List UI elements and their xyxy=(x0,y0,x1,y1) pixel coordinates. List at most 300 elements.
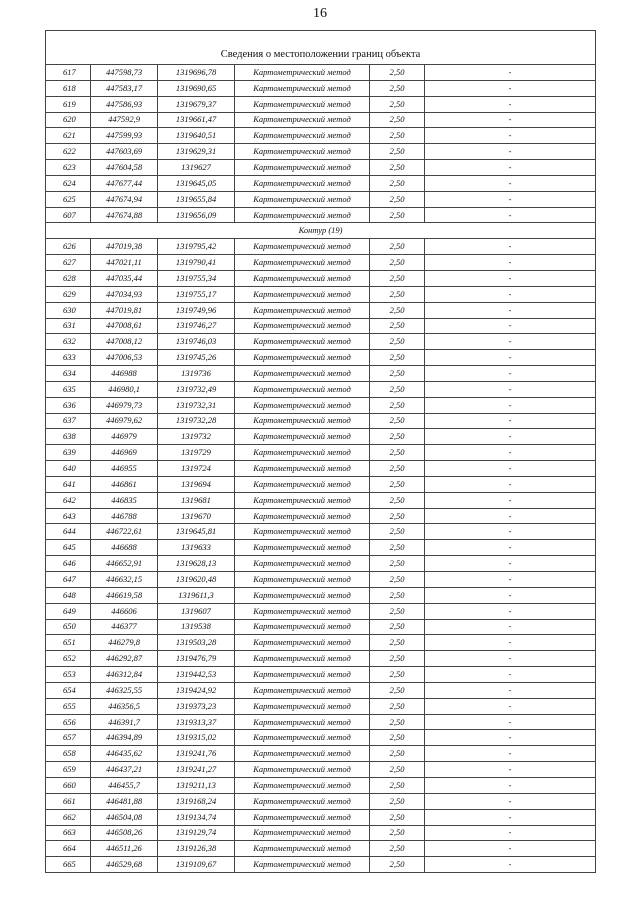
table-row xyxy=(46,350,596,366)
table-row xyxy=(46,809,596,825)
point-number: 649 xyxy=(46,603,91,619)
coord-x: 446980,1 xyxy=(91,381,158,397)
accuracy-cell: 2,50 xyxy=(370,255,425,271)
coord-y: 1319755,17 xyxy=(158,286,235,302)
method-cell: Картометрический метод xyxy=(235,667,370,683)
coord-x: 446606 xyxy=(91,603,158,619)
description-cell: - xyxy=(425,350,596,366)
accuracy-cell: 2,50 xyxy=(370,334,425,350)
description-cell: - xyxy=(425,381,596,397)
table-row xyxy=(46,762,596,778)
accuracy-cell: 2,50 xyxy=(370,777,425,793)
method-cell: Картометрический метод xyxy=(235,239,370,255)
coord-x: 446955 xyxy=(91,461,158,477)
coord-y: 1319679,37 xyxy=(158,96,235,112)
description-cell: - xyxy=(425,255,596,271)
coord-x: 447599,93 xyxy=(91,128,158,144)
description-cell: - xyxy=(425,841,596,857)
table-row xyxy=(46,635,596,651)
accuracy-cell: 2,50 xyxy=(370,207,425,223)
accuracy-cell: 2,50 xyxy=(370,730,425,746)
table-row xyxy=(46,540,596,556)
coord-x: 446988 xyxy=(91,366,158,382)
table-row xyxy=(46,476,596,492)
accuracy-cell: 2,50 xyxy=(370,651,425,667)
coord-y: 1319745,26 xyxy=(158,350,235,366)
coord-y: 1319538 xyxy=(158,619,235,635)
coord-y: 1319732,49 xyxy=(158,381,235,397)
description-cell: - xyxy=(425,461,596,477)
table-row xyxy=(46,270,596,286)
coord-x: 446394,89 xyxy=(91,730,158,746)
method-cell: Картометрический метод xyxy=(235,80,370,96)
coord-x: 447674,88 xyxy=(91,207,158,223)
description-cell: - xyxy=(425,239,596,255)
description-cell: - xyxy=(425,445,596,461)
method-cell: Картометрический метод xyxy=(235,112,370,128)
point-number: 634 xyxy=(46,366,91,382)
method-cell: Картометрический метод xyxy=(235,381,370,397)
point-number: 618 xyxy=(46,80,91,96)
coord-x: 446504,08 xyxy=(91,809,158,825)
method-cell: Картометрический метод xyxy=(235,857,370,873)
description-cell: - xyxy=(425,524,596,540)
accuracy-cell: 2,50 xyxy=(370,667,425,683)
point-number: 647 xyxy=(46,572,91,588)
method-cell: Картометрический метод xyxy=(235,191,370,207)
description-cell: - xyxy=(425,366,596,382)
point-number: 650 xyxy=(46,619,91,635)
description-cell: - xyxy=(425,572,596,588)
table-row xyxy=(46,413,596,429)
coord-y: 1319749,96 xyxy=(158,302,235,318)
coord-x: 446437,21 xyxy=(91,762,158,778)
coord-x: 446511,26 xyxy=(91,841,158,857)
method-cell: Картометрический метод xyxy=(235,524,370,540)
description-cell: - xyxy=(425,825,596,841)
method-cell: Картометрический метод xyxy=(235,96,370,112)
coord-y: 1319681 xyxy=(158,492,235,508)
method-cell: Картометрический метод xyxy=(235,350,370,366)
table-row xyxy=(46,429,596,445)
method-cell: Картометрический метод xyxy=(235,762,370,778)
method-cell: Картометрический метод xyxy=(235,777,370,793)
coord-x: 446292,87 xyxy=(91,651,158,667)
coord-y: 1319134,74 xyxy=(158,809,235,825)
method-cell: Картометрический метод xyxy=(235,286,370,302)
contour-row xyxy=(46,223,596,239)
accuracy-cell: 2,50 xyxy=(370,857,425,873)
method-cell: Картометрический метод xyxy=(235,619,370,635)
table-row xyxy=(46,777,596,793)
method-cell: Картометрический метод xyxy=(235,492,370,508)
description-cell: - xyxy=(425,476,596,492)
method-cell: Картометрический метод xyxy=(235,793,370,809)
method-cell: Картометрический метод xyxy=(235,508,370,524)
coord-y: 1319655,84 xyxy=(158,191,235,207)
coord-y: 1319732 xyxy=(158,429,235,445)
accuracy-cell: 2,50 xyxy=(370,80,425,96)
description-cell: - xyxy=(425,429,596,445)
coord-x: 446481,88 xyxy=(91,793,158,809)
point-number: 665 xyxy=(46,857,91,873)
table-row xyxy=(46,556,596,572)
coord-x: 447021,11 xyxy=(91,255,158,271)
table-row xyxy=(46,698,596,714)
accuracy-cell: 2,50 xyxy=(370,191,425,207)
point-number: 659 xyxy=(46,762,91,778)
coord-x: 446529,68 xyxy=(91,857,158,873)
description-cell: - xyxy=(425,160,596,176)
accuracy-cell: 2,50 xyxy=(370,112,425,128)
coord-y: 1319241,27 xyxy=(158,762,235,778)
method-cell: Картометрический метод xyxy=(235,635,370,651)
accuracy-cell: 2,50 xyxy=(370,556,425,572)
accuracy-cell: 2,50 xyxy=(370,461,425,477)
coord-x: 447592,9 xyxy=(91,112,158,128)
method-cell: Картометрический метод xyxy=(235,682,370,698)
point-number: 641 xyxy=(46,476,91,492)
description-cell: - xyxy=(425,112,596,128)
table-row xyxy=(46,239,596,255)
method-cell: Картометрический метод xyxy=(235,651,370,667)
table-row xyxy=(46,445,596,461)
description-cell: - xyxy=(425,286,596,302)
point-number: 628 xyxy=(46,270,91,286)
point-number: 640 xyxy=(46,461,91,477)
method-cell: Картометрический метод xyxy=(235,334,370,350)
coord-x: 447674,94 xyxy=(91,191,158,207)
accuracy-cell: 2,50 xyxy=(370,96,425,112)
table-title-row xyxy=(46,31,596,65)
point-number: 630 xyxy=(46,302,91,318)
point-number: 644 xyxy=(46,524,91,540)
method-cell: Картометрический метод xyxy=(235,825,370,841)
coord-x: 446979 xyxy=(91,429,158,445)
accuracy-cell: 2,50 xyxy=(370,128,425,144)
point-number: 645 xyxy=(46,540,91,556)
method-cell: Картометрический метод xyxy=(235,128,370,144)
accuracy-cell: 2,50 xyxy=(370,429,425,445)
coord-y: 1319126,38 xyxy=(158,841,235,857)
coord-y: 1319611,3 xyxy=(158,587,235,603)
table-row xyxy=(46,492,596,508)
method-cell: Картометрический метод xyxy=(235,587,370,603)
description-cell: - xyxy=(425,508,596,524)
point-number: 651 xyxy=(46,635,91,651)
coord-y: 1319690,65 xyxy=(158,80,235,96)
point-number: 633 xyxy=(46,350,91,366)
description-cell: - xyxy=(425,556,596,572)
point-number: 664 xyxy=(46,841,91,857)
table-row xyxy=(46,508,596,524)
coord-y: 1319629,31 xyxy=(158,144,235,160)
coord-x: 446619,58 xyxy=(91,587,158,603)
accuracy-cell: 2,50 xyxy=(370,825,425,841)
description-cell: - xyxy=(425,96,596,112)
description-cell: - xyxy=(425,746,596,762)
table-row xyxy=(46,255,596,271)
point-number: 642 xyxy=(46,492,91,508)
accuracy-cell: 2,50 xyxy=(370,144,425,160)
coord-x: 446435,62 xyxy=(91,746,158,762)
coord-y: 1319313,37 xyxy=(158,714,235,730)
point-number: 629 xyxy=(46,286,91,302)
method-cell: Картометрический метод xyxy=(235,65,370,81)
method-cell: Картометрический метод xyxy=(235,540,370,556)
method-cell: Картометрический метод xyxy=(235,270,370,286)
method-cell: Картометрический метод xyxy=(235,714,370,730)
coord-x: 447035,44 xyxy=(91,270,158,286)
coord-x: 447019,81 xyxy=(91,302,158,318)
point-number: 632 xyxy=(46,334,91,350)
description-cell: - xyxy=(425,65,596,81)
description-cell: - xyxy=(425,698,596,714)
method-cell: Картометрический метод xyxy=(235,366,370,382)
description-cell: - xyxy=(425,587,596,603)
coord-x: 446861 xyxy=(91,476,158,492)
accuracy-cell: 2,50 xyxy=(370,587,425,603)
table-row xyxy=(46,651,596,667)
point-number: 638 xyxy=(46,429,91,445)
point-number: 662 xyxy=(46,809,91,825)
method-cell: Картометрический метод xyxy=(235,144,370,160)
boundary-table-body xyxy=(46,31,596,873)
point-number: 621 xyxy=(46,128,91,144)
accuracy-cell: 2,50 xyxy=(370,175,425,191)
table-row xyxy=(46,825,596,841)
coord-y: 1319696,78 xyxy=(158,65,235,81)
coord-y: 1319694 xyxy=(158,476,235,492)
coord-x: 447586,93 xyxy=(91,96,158,112)
point-number: 620 xyxy=(46,112,91,128)
coord-y: 1319241,76 xyxy=(158,746,235,762)
accuracy-cell: 2,50 xyxy=(370,635,425,651)
table-row xyxy=(46,175,596,191)
coord-y: 1319607 xyxy=(158,603,235,619)
coord-x: 446722,61 xyxy=(91,524,158,540)
description-cell: - xyxy=(425,714,596,730)
method-cell: Картометрический метод xyxy=(235,730,370,746)
description-cell: - xyxy=(425,270,596,286)
table-title: Сведения о местоположении границ объекта xyxy=(46,31,596,65)
point-number: 635 xyxy=(46,381,91,397)
method-cell: Картометрический метод xyxy=(235,160,370,176)
table-row xyxy=(46,714,596,730)
description-cell: - xyxy=(425,635,596,651)
table-row xyxy=(46,572,596,588)
page-number: 16 xyxy=(313,6,327,21)
description-cell: - xyxy=(425,730,596,746)
point-number: 646 xyxy=(46,556,91,572)
accuracy-cell: 2,50 xyxy=(370,397,425,413)
point-number: 626 xyxy=(46,239,91,255)
coord-y: 1319424,92 xyxy=(158,682,235,698)
point-number: 622 xyxy=(46,144,91,160)
accuracy-cell: 2,50 xyxy=(370,603,425,619)
accuracy-cell: 2,50 xyxy=(370,350,425,366)
coord-x: 446969 xyxy=(91,445,158,461)
description-cell: - xyxy=(425,397,596,413)
accuracy-cell: 2,50 xyxy=(370,572,425,588)
point-number: 643 xyxy=(46,508,91,524)
point-number: 619 xyxy=(46,96,91,112)
coord-x: 447677,44 xyxy=(91,175,158,191)
coord-x: 446788 xyxy=(91,508,158,524)
table-row xyxy=(46,128,596,144)
description-cell: - xyxy=(425,619,596,635)
description-cell: - xyxy=(425,603,596,619)
coord-y: 1319109,67 xyxy=(158,857,235,873)
table-row xyxy=(46,381,596,397)
accuracy-cell: 2,50 xyxy=(370,381,425,397)
coord-x: 447598,73 xyxy=(91,65,158,81)
description-cell: - xyxy=(425,809,596,825)
table-row xyxy=(46,524,596,540)
point-number: 655 xyxy=(46,698,91,714)
description-cell: - xyxy=(425,651,596,667)
coord-y: 1319736 xyxy=(158,366,235,382)
description-cell: - xyxy=(425,492,596,508)
accuracy-cell: 2,50 xyxy=(370,698,425,714)
coord-y: 1319755,34 xyxy=(158,270,235,286)
accuracy-cell: 2,50 xyxy=(370,762,425,778)
coord-y: 1319746,03 xyxy=(158,334,235,350)
coord-x: 446652,91 xyxy=(91,556,158,572)
point-number: 653 xyxy=(46,667,91,683)
accuracy-cell: 2,50 xyxy=(370,540,425,556)
table-row xyxy=(46,397,596,413)
coord-y: 1319746,27 xyxy=(158,318,235,334)
point-number: 658 xyxy=(46,746,91,762)
description-cell: - xyxy=(425,667,596,683)
method-cell: Картометрический метод xyxy=(235,413,370,429)
point-number: 636 xyxy=(46,397,91,413)
accuracy-cell: 2,50 xyxy=(370,809,425,825)
description-cell: - xyxy=(425,413,596,429)
description-cell: - xyxy=(425,682,596,698)
point-number: 625 xyxy=(46,191,91,207)
point-number: 639 xyxy=(46,445,91,461)
table-row xyxy=(46,318,596,334)
method-cell: Картометрический метод xyxy=(235,746,370,762)
coord-x: 447034,93 xyxy=(91,286,158,302)
accuracy-cell: 2,50 xyxy=(370,286,425,302)
table-row xyxy=(46,207,596,223)
method-cell: Картометрический метод xyxy=(235,207,370,223)
table-row xyxy=(46,841,596,857)
method-cell: Картометрический метод xyxy=(235,461,370,477)
coord-y: 1319732,28 xyxy=(158,413,235,429)
accuracy-cell: 2,50 xyxy=(370,793,425,809)
coord-x: 446356,5 xyxy=(91,698,158,714)
point-number: 607 xyxy=(46,207,91,223)
coord-x: 446312,84 xyxy=(91,667,158,683)
coord-y: 1319476,79 xyxy=(158,651,235,667)
accuracy-cell: 2,50 xyxy=(370,619,425,635)
description-cell: - xyxy=(425,793,596,809)
point-number: 631 xyxy=(46,318,91,334)
description-cell: - xyxy=(425,777,596,793)
coord-x: 447006,53 xyxy=(91,350,158,366)
accuracy-cell: 2,50 xyxy=(370,524,425,540)
coord-y: 1319633 xyxy=(158,540,235,556)
coord-y: 1319645,81 xyxy=(158,524,235,540)
table-row xyxy=(46,667,596,683)
table-row xyxy=(46,730,596,746)
coord-x: 446455,7 xyxy=(91,777,158,793)
table-row xyxy=(46,96,596,112)
coord-x: 446391,7 xyxy=(91,714,158,730)
coord-y: 1319732,31 xyxy=(158,397,235,413)
method-cell: Картометрический метод xyxy=(235,698,370,714)
description-cell: - xyxy=(425,318,596,334)
coord-x: 447604,58 xyxy=(91,160,158,176)
coord-x: 446279,8 xyxy=(91,635,158,651)
description-cell: - xyxy=(425,302,596,318)
coord-y: 1319670 xyxy=(158,508,235,524)
accuracy-cell: 2,50 xyxy=(370,302,425,318)
coord-x: 447008,61 xyxy=(91,318,158,334)
description-cell: - xyxy=(425,175,596,191)
method-cell: Картометрический метод xyxy=(235,429,370,445)
table-row xyxy=(46,191,596,207)
accuracy-cell: 2,50 xyxy=(370,239,425,255)
coord-y: 1319656,09 xyxy=(158,207,235,223)
coord-y: 1319729 xyxy=(158,445,235,461)
accuracy-cell: 2,50 xyxy=(370,366,425,382)
coord-y: 1319373,23 xyxy=(158,698,235,714)
table-row xyxy=(46,461,596,477)
coord-x: 447019,38 xyxy=(91,239,158,255)
description-cell: - xyxy=(425,191,596,207)
coord-x: 446979,73 xyxy=(91,397,158,413)
coord-x: 446688 xyxy=(91,540,158,556)
point-number: 654 xyxy=(46,682,91,698)
coord-x: 447603,69 xyxy=(91,144,158,160)
accuracy-cell: 2,50 xyxy=(370,318,425,334)
table-row xyxy=(46,857,596,873)
method-cell: Картометрический метод xyxy=(235,476,370,492)
method-cell: Картометрический метод xyxy=(235,302,370,318)
point-number: 624 xyxy=(46,175,91,191)
table-row xyxy=(46,619,596,635)
description-cell: - xyxy=(425,857,596,873)
contour-label: Контур (19) xyxy=(46,223,596,239)
table-row xyxy=(46,80,596,96)
boundary-table xyxy=(45,30,596,873)
method-cell: Картометрический метод xyxy=(235,318,370,334)
accuracy-cell: 2,50 xyxy=(370,714,425,730)
coord-y: 1319627 xyxy=(158,160,235,176)
description-cell: - xyxy=(425,128,596,144)
table-row xyxy=(46,302,596,318)
coord-x: 446632,15 xyxy=(91,572,158,588)
coord-y: 1319620,48 xyxy=(158,572,235,588)
point-number: 660 xyxy=(46,777,91,793)
table-row xyxy=(46,144,596,160)
accuracy-cell: 2,50 xyxy=(370,476,425,492)
coord-y: 1319211,13 xyxy=(158,777,235,793)
method-cell: Картометрический метод xyxy=(235,445,370,461)
description-cell: - xyxy=(425,144,596,160)
description-cell: - xyxy=(425,334,596,350)
accuracy-cell: 2,50 xyxy=(370,160,425,176)
table-row xyxy=(46,160,596,176)
method-cell: Картометрический метод xyxy=(235,809,370,825)
accuracy-cell: 2,50 xyxy=(370,746,425,762)
accuracy-cell: 2,50 xyxy=(370,508,425,524)
